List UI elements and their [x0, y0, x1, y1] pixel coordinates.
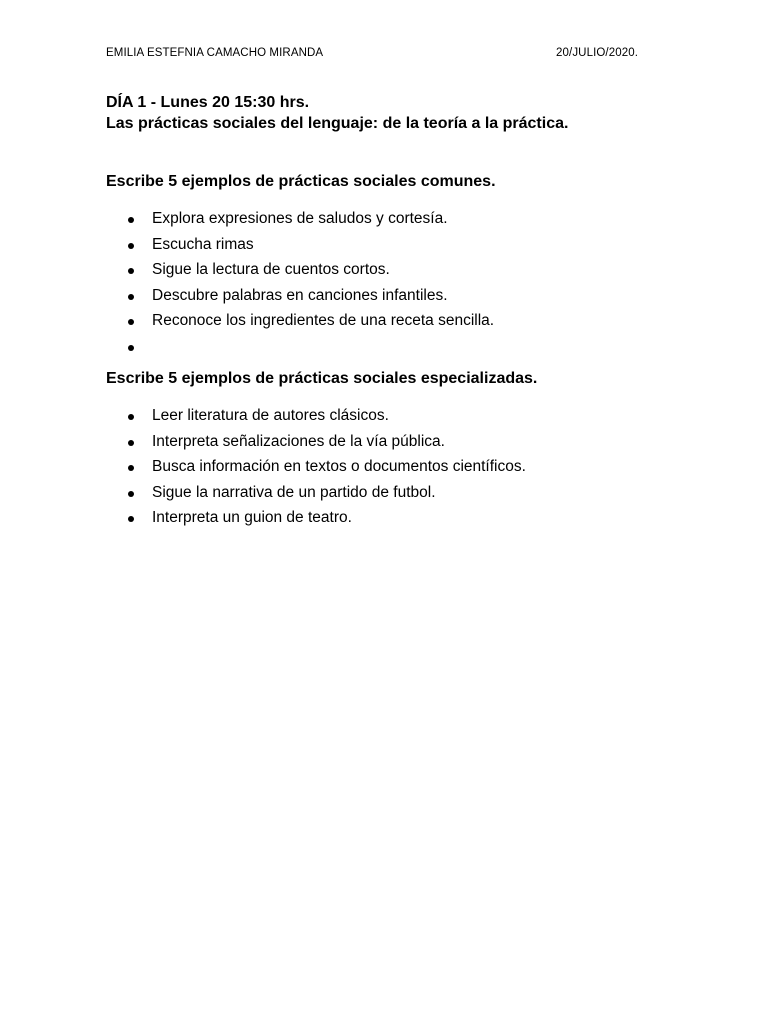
bullet-icon — [128, 440, 134, 446]
bullet-icon — [128, 217, 134, 223]
list-item — [106, 454, 706, 480]
list-item — [106, 283, 706, 309]
list-item — [106, 429, 706, 455]
bullet-icon — [128, 491, 134, 497]
list-item — [106, 232, 706, 258]
bullet-icon — [128, 294, 134, 300]
list-item-text: Descubre palabras en canciones infantiles. — [152, 286, 448, 304]
common-practices-heading: Escribe 5 ejemplos de prácticas sociales comunes. — [106, 173, 496, 190]
list-item-text: Interpreta señalizaciones de la vía pública. — [152, 432, 445, 450]
list-item-text: Explora expresiones de saludos y cortesía. — [152, 210, 448, 227]
header-date: 20/JULIO/2020. — [556, 47, 638, 59]
list-item — [106, 334, 706, 360]
bullet-icon — [128, 414, 134, 420]
list-item — [106, 206, 706, 232]
list-item-text: Leer literatura de autores clásicos. — [152, 407, 389, 424]
list-item — [106, 308, 706, 334]
session-title: DÍA 1 - Lunes 20 15:30 hrs. — [106, 94, 310, 111]
topic-title: Las prácticas sociales del lenguaje: de la teoría a la práctica. — [106, 115, 569, 132]
bullet-icon — [128, 243, 134, 249]
common-practices-list — [106, 206, 706, 359]
list-item-text: Busca información en textos o documentos científicos. — [152, 458, 526, 475]
bullet-icon — [128, 319, 134, 325]
page-header — [106, 47, 638, 63]
list-item-text: Interpreta un guion de teatro. — [152, 509, 352, 526]
author-name: EMILIA ESTEFNIA CAMACHO MIRANDA — [106, 47, 324, 59]
list-item — [106, 257, 706, 283]
list-item — [106, 505, 706, 531]
specialized-practices-heading: Escribe 5 ejemplos de prácticas sociales especializadas. — [106, 370, 538, 387]
bullet-icon — [128, 268, 134, 274]
specialized-practices-list — [106, 403, 706, 531]
list-item-text: Sigue la narrativa de un partido de futbol. — [152, 483, 436, 501]
list-item — [106, 480, 706, 506]
list-item — [106, 403, 706, 429]
bullet-icon — [128, 465, 134, 471]
list-item-text: Escucha rimas — [152, 235, 254, 253]
bullet-icon — [128, 516, 134, 522]
list-item-text: Sigue la lectura de cuentos cortos. — [152, 261, 390, 278]
document-body — [106, 92, 706, 531]
list-item-text: Reconoce los ingredientes de una receta sencilla. — [152, 312, 495, 329]
bullet-icon — [128, 345, 134, 351]
